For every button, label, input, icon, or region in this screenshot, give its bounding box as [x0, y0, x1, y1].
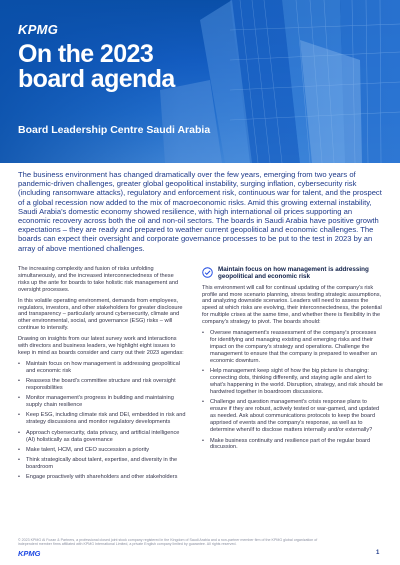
left-paragraph-1: The increasing complexity and fusion of risks unfolding simultaneously, and the increased interconnectedness of these risks up the ante for boards to take holistic risk management and oversight processes.	[18, 266, 179, 293]
left-column	[18, 266, 186, 485]
agenda-item: • Approach cybersecurity, data privacy, and artificial intelligence (AI) holistically as data governance	[18, 430, 186, 444]
agenda-item: • Reassess the board's committee structure and risk oversight responsibilities	[18, 378, 186, 392]
agenda-item: • Keep ESG, including climate risk and DEI, embedded in risk and strategy discussions and monitor regulatory developments	[18, 412, 186, 426]
agenda-item: • Make talent, HCM, and CEO succession a priority	[18, 447, 186, 454]
right-paragraph-1: This environment will call for continual updating of the company's risk profile and more scenario planning, stress testing strategic assumptions, and analyzing downside scenarios. Leaders will need to assess the speed at which risks are evolving, their interconnectedness, the potential for multiple crises at the same time, and whether there is flexibility in the company's strategy to pivot. The boards should:	[202, 284, 382, 326]
footer-kpmg-logo: KPMG	[18, 549, 41, 558]
title-line-1: On the 2023	[18, 40, 154, 68]
agenda-item: • Maintain focus on how management is addressing geopolitical and economic risk	[18, 361, 186, 375]
board-action-item: • Make business continuity and resilience part of the regular board discussion.	[202, 438, 384, 452]
agenda-list	[18, 361, 186, 481]
check-circle-icon	[202, 267, 213, 278]
page-number: 1	[376, 550, 380, 556]
intro-paragraph: The business environment has changed dramatically over the few years, emerging from two years of pandemic-driven challenges, greater global geopolitical instability, surging inflation, cybersecurity risk (including ransomware attacks), regulatory and enforcement risk, continuous war for talent, and the prospect of a global recession now added to the mix of macroeconomic risks. Amid this growing external instability, Saudi Arabia's domestic economy showed resilience, with high international oil prices supporting an economic recovery across both the oil and non-oil sectors. The boards in Saudi Arabia have positive growth expectations – they are ready and prepared to weather current geopolitical and economic challenges. The boards can expect their oversight and corporate governance processes to be put to the test in 2023 by an array of above mentioned challenges.	[18, 170, 382, 253]
section-header	[202, 266, 384, 281]
left-paragraph-2: In this volatile operating environment, demands from employees, regulators, investors, and other stakeholders for greater disclosure and transparency – particularly around cybersecurity, climate and other environmental, social, and governance (ESG) risks – will continue to intensify.	[18, 297, 183, 332]
agenda-item: • Engage proactively with shareholders and other stakeholders	[18, 474, 186, 481]
section-title: Maintain focus on how management is addressing geopolitical and economic risk	[218, 266, 369, 281]
left-paragraph-3: Drawing on insights from our latest survey work and interactions with directors and business leaders, we highlight eight issues to keep in mind as boards consider and carry out their 2023 agendas:	[18, 336, 184, 356]
board-action-item: • Help management keep sight of how the big picture is changing: connecting dots, thinking differently, and staying agile and alert to what's happening in the world. Disruption, strategy, and risk should be hardwired together in boardroom discussions.	[202, 368, 384, 396]
agenda-item: • Monitor management's progress in building and maintaining supply chain resilience	[18, 395, 186, 409]
agenda-item: • Think strategically about talent, expertise, and diversity in the boardroom	[18, 457, 186, 471]
board-action-item: • Oversee management's reassessment of the company's processes for identifying and managing existing and emerging risks and their impact on the company's strategy and operations. Challenge the management to ensure that the company is prepared to weather an economic downturn.	[202, 330, 384, 365]
right-column	[202, 266, 384, 455]
page-subtitle: Board Leadership Centre Saudi Arabia	[18, 124, 211, 136]
title-line-2: board agenda	[18, 65, 175, 93]
board-actions-list	[202, 330, 384, 451]
header-banner	[0, 0, 400, 163]
board-action-item: • Challenge and question management's crisis response plans to ensure if they are robust, actively tested or war-gamed, and updated as needed. Ask about communications protocols to keep the board apprised of events and the company's response, as well as to determine when/if to disclose matters internally and/or externally?	[202, 399, 384, 434]
page-title	[18, 42, 218, 92]
copyright-note: © 2023 KPMG Al Fozan & Partners, a professional closed joint stock company registered in the Kingdom of Saudi Arabia and a non-partner member firm of the KPMG global organization of independent member firms affiliated with KPMG International Limited, a private English company limited by guarantee. All rights reserved.	[18, 538, 318, 547]
kpmg-logo: KPMG	[18, 22, 59, 37]
